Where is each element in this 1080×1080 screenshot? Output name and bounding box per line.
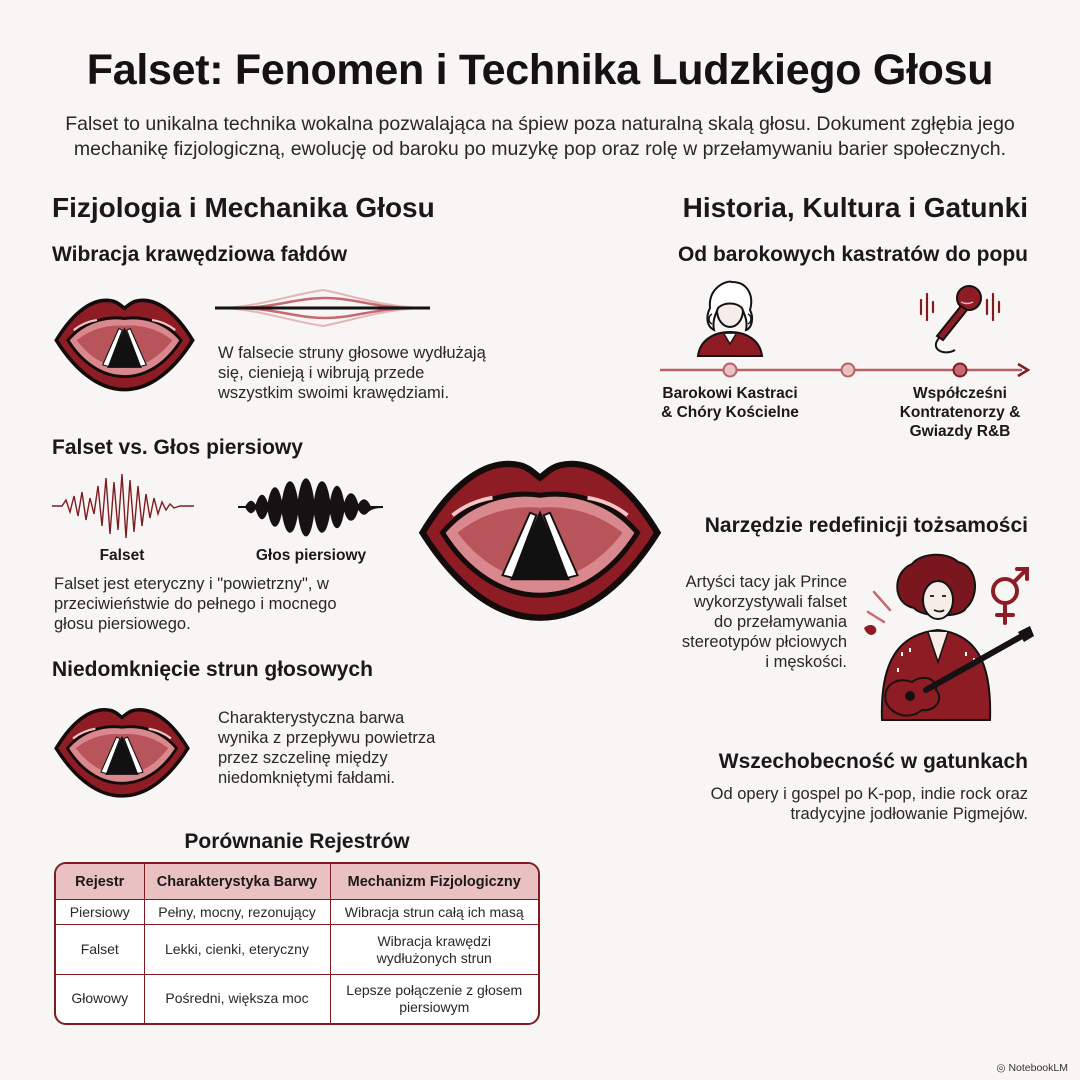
table-cell: Wibracja strun całą ich masą xyxy=(330,900,538,925)
versus-text: Falset jest eteryczny i "powietrzny", w przeciwieństwie do pełnego i mocnego głosu piersiowego. xyxy=(54,575,337,633)
brand-watermark: ◎ NotebookLM xyxy=(996,1062,1068,1074)
table-row xyxy=(56,974,538,1023)
table-cell: Pełny, mocny, rezonujący xyxy=(144,900,330,925)
table-cell: Głowowy xyxy=(56,974,144,1023)
table-row xyxy=(56,925,538,974)
table-cell: Wibracja krawędzi wydłużonych strun xyxy=(330,925,538,974)
table-cell: Lepsze połączenie z głosem piersiowym xyxy=(346,981,523,1015)
vibration-text: W falsecie struny głosowe wydłużają się, cienieją i wibrują przede wszystkim swoimi krawędziami. xyxy=(218,344,486,402)
left-section-heading: Fizjologia i Mechanika Głosu xyxy=(52,192,435,223)
table-header-row xyxy=(56,864,538,900)
history-heading: Od barokowych kastratów do popu xyxy=(677,243,1028,266)
chest-voice-waveform-icon xyxy=(238,470,383,545)
identity-heading: Narzędzie redefinicji tożsamości xyxy=(704,514,1028,537)
table-cell: Lekki, cienki, eteryczny xyxy=(144,925,330,974)
falset-waveform-icon xyxy=(52,470,194,542)
column-header: Charakterystyka Barwy xyxy=(144,864,330,900)
closure-text: Charakterystyczna barwa wynika z przepływu powietrza przez szczelinę między niedomkniętymi fałdami. xyxy=(218,709,436,787)
column-header: Rejestr xyxy=(56,864,144,900)
large-lips-vocal-folds-icon xyxy=(415,440,665,628)
gender-symbol-icon xyxy=(985,565,1033,627)
chest-voice-label: Głos piersiowy xyxy=(255,547,367,564)
versus-heading: Falset vs. Głos piersiowy xyxy=(52,436,303,459)
sine-wave-icon xyxy=(215,278,430,338)
identity-text: Artyści tacy jak Prince wykorzystywali falset do przełamywania stereotypów płciowych i męskości. xyxy=(681,573,847,671)
right-section-heading: Historia, Kultura i Gatunki xyxy=(682,192,1028,223)
table-cell: Falset xyxy=(56,925,144,974)
table-heading: Porównanie Rejestrów xyxy=(184,830,410,853)
microphone-icon xyxy=(915,280,1005,358)
table-cell: Pośredni, większa moc xyxy=(144,974,330,1023)
genres-text: Od opery i gospel po K-pop, indie rock oraz tradycyjne jodłowanie Pigmejów. xyxy=(710,785,1028,823)
timeline-label-baroque: Barokowi Kastraci & Chóry Kościelne xyxy=(661,385,799,421)
lips-open-folds-icon xyxy=(52,695,192,803)
table-cell: Piersiowy xyxy=(56,900,144,925)
registers-table xyxy=(54,862,540,1025)
timeline-label-modern: Współcześni Kontratenorzy & Gwiazdy R&B xyxy=(899,385,1021,440)
page-title: Falset: Fenomen i Technika Ludzkiego Głosu xyxy=(86,46,994,94)
intro-paragraph: Falset to unikalna technika wokalna pozwalająca na śpiew poza naturalną skalą głosu. Dokument zgłębia jego mechanikę fizjologiczną, ewolucję od baroku po muzykę pop oraz rolę w przełamywaniu barier społecznych. xyxy=(65,113,1015,160)
table-row xyxy=(56,900,538,925)
vibration-heading: Wibracja krawędziowa fałdów xyxy=(52,243,348,266)
genres-heading: Wszechobecność w gatunkach xyxy=(718,750,1028,773)
composer-portrait-icon xyxy=(690,278,770,358)
falset-label: Falset xyxy=(99,547,145,564)
lips-vocal-folds-icon xyxy=(52,285,197,397)
notebooklm-logo-icon: ◎ xyxy=(996,1062,1009,1074)
closure-heading: Niedomknięcie strun głosowych xyxy=(52,658,373,681)
history-timeline xyxy=(660,358,1032,384)
column-header: Mechanizm Fizjologiczny xyxy=(330,864,538,900)
